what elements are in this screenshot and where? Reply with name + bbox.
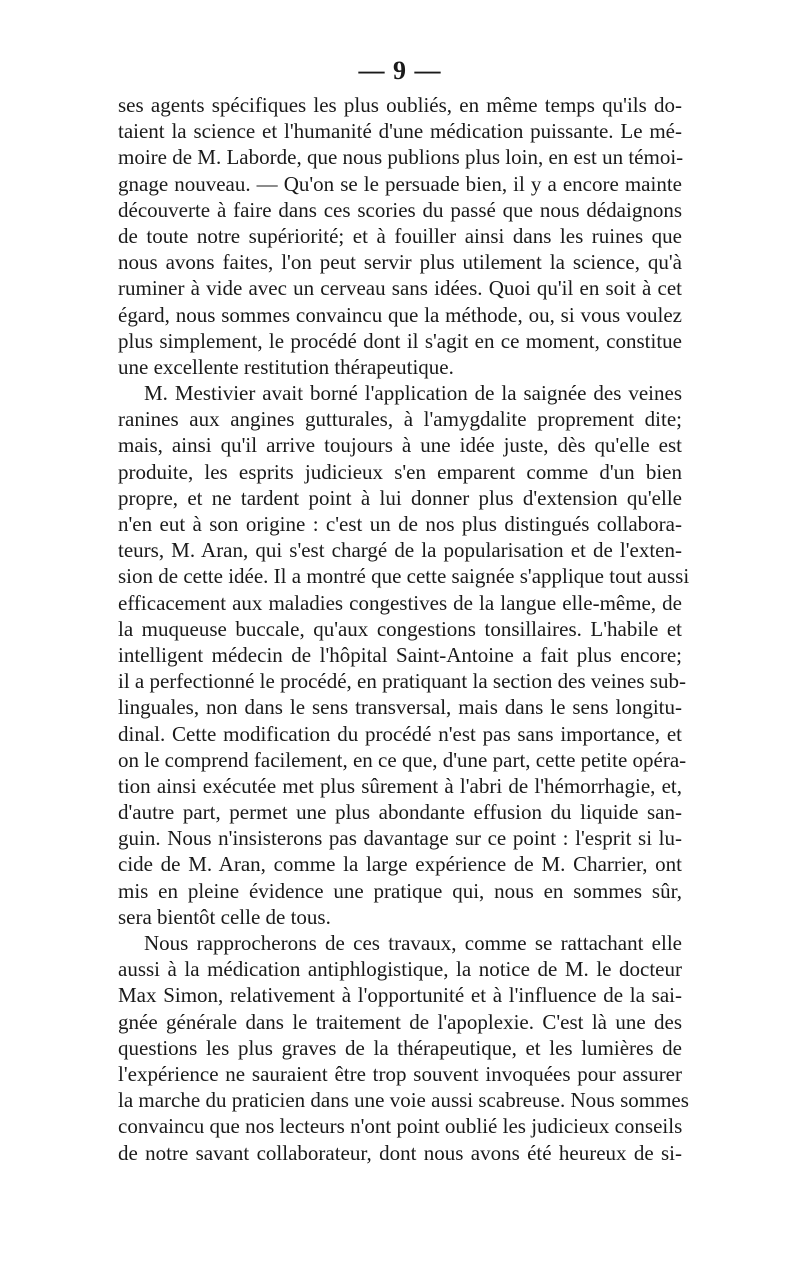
text-line: dinal. Cette modification du procédé n'est pas sans importance, et (118, 721, 682, 746)
text-line: d'autre part, permet une plus abondante effusion du liquide san- (118, 800, 682, 825)
text-line: plus simplement, le procédé dont il s'agit en ce moment, constitue (118, 328, 682, 353)
text-line: teurs, M. Aran, qui s'est chargé de la popularisation et de l'exten- (118, 538, 682, 563)
text-line: Nous rapprocherons de ces travaux, comme se rattachant elle (144, 931, 682, 955)
text-line: produite, les esprits judicieux s'en emparent comme d'un bien (118, 459, 682, 484)
text-line: découverte à faire dans ces scories du passé que nous dédaignons (118, 197, 682, 222)
text-line: mis en pleine évidence une pratique qui, nous en sommes sûr, (118, 878, 682, 903)
text-line: l'expérience ne sauraient être trop souvent invoquées pour assurer (118, 1061, 682, 1086)
text-line: on le comprend facilement, en ce que, d'une part, cette petite opéra- (118, 747, 687, 772)
page-number: — 9 — (358, 56, 442, 85)
text-line: égard, nous sommes convaincu que la méthode, ou, si vous voulez (118, 302, 682, 327)
text-line: guin. Nous n'insisterons pas davantage sur ce point : l'esprit si lu- (118, 826, 682, 851)
text-line: ruminer à vide avec un cerveau sans idées. Quoi qu'il en soit à cet (118, 276, 682, 301)
text-line: intelligent médecin de l'hôpital Saint-Antoine a fait plus encore; (118, 642, 682, 667)
text-line: moire de M. Laborde, que nous publions plus loin, en est un témoi- (118, 145, 684, 170)
text-line: tion ainsi exécutée met plus sûrement à l'abri de l'hémorrhagie, et, (118, 773, 682, 798)
text-line: gnée générale dans le traitement de l'apoplexie. C'est là une des (118, 1009, 682, 1034)
text-line: de notre savant collaborateur, dont nous avons été heureux de si- (118, 1140, 682, 1165)
text-line: questions les plus graves de la thérapeutique, et les lumières de (118, 1035, 682, 1060)
text-line: taient la science et l'humanité d'une médication puissante. Le mé- (118, 119, 682, 144)
text-line: aussi à la médication antiphlogistique, la notice de M. le docteur (118, 957, 682, 982)
text-line: nous avons faites, l'on peut servir plus utilement la science, qu'à (118, 250, 682, 275)
text-line: la marche du praticien dans une voie aussi scabreuse. Nous sommes (118, 1088, 689, 1113)
text-line: linguales, non dans le sens transversal, mais dans le sens longitu- (118, 695, 682, 720)
text-line: mais, ainsi qu'il arrive toujours à une idée juste, dès qu'elle est (118, 433, 682, 458)
text-line: convaincu que nos lecteurs n'ont point oublié les judicieux conseils (118, 1114, 683, 1139)
text-line: gnage nouveau. — Qu'on se le persuade bien, il y a encore mainte (118, 171, 682, 196)
text-line: propre, et ne tardent point à lui donner plus d'extension qu'elle (118, 485, 682, 510)
text-line: ranines aux angines gutturales, à l'amygdalite proprement dite; (118, 407, 682, 432)
text-line: de toute notre supériorité; et à fouiller ainsi dans les ruines que (118, 223, 682, 248)
text-line: une excellente restitution thérapeutique. (118, 354, 454, 379)
text-line: ses agents spécifiques les plus oubliés, en même temps qu'ils do- (118, 93, 682, 117)
body-text (118, 92, 690, 1166)
text-line: il a perfectionné le procédé, en pratiquant la section des veines sub- (118, 669, 686, 694)
text-line: cide de M. Aran, comme la large expérience de M. Charrier, ont (118, 852, 682, 877)
text-line: efficacement aux maladies congestives de la langue elle-même, de (118, 590, 682, 615)
text-line: sion de cette idée. Il a montré que cette saignée s'applique tout aussi (118, 564, 690, 589)
text-line: sera bientôt celle de tous. (118, 904, 331, 929)
text-line: Max Simon, relativement à l'opportunité et à l'influence de la sai- (118, 983, 682, 1008)
text-line: la muqueuse buccale, qu'aux congestions tonsillaires. L'habile et (118, 616, 682, 641)
text-line: n'en eut à son origine : c'est un de nos plus distingués collabora- (118, 512, 682, 536)
text-line: M. Mestivier avait borné l'application de la saignée des veines (144, 381, 682, 406)
